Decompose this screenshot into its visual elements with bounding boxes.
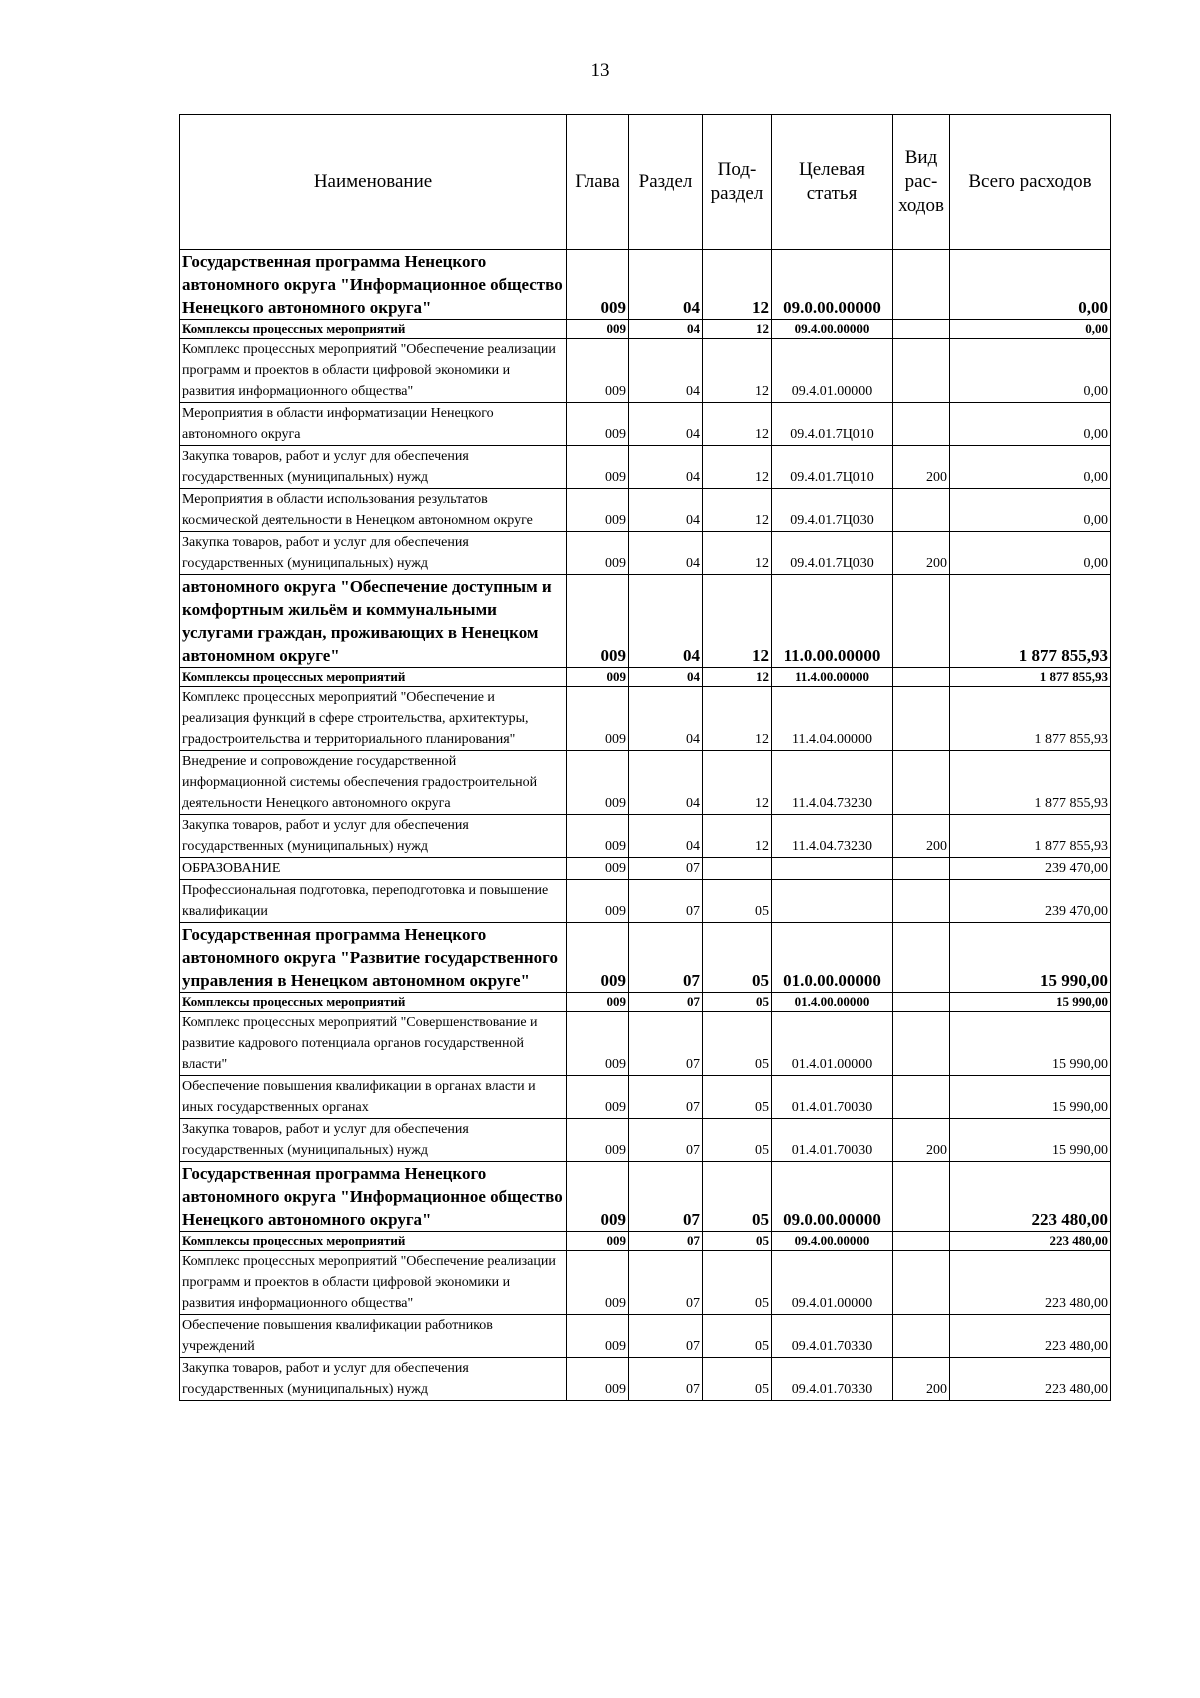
cell-name: Комплексы процессных мероприятий [180,668,567,687]
cell-razdel: 04 [629,446,703,489]
cell-name: Закупка товаров, работ и услуг для обеспечения государственных (муниципальных) нужд [180,532,567,575]
cell-name: Обеспечение повышения квалификации в органах власти и иных государственных органах [180,1076,567,1119]
cell-total: 1 877 855,93 [950,687,1111,751]
cell-razdel: 07 [629,1358,703,1401]
cell-glava: 009 [567,993,629,1012]
cell-name: Комплекс процессных мероприятий "Совершенствование и развитие кадрового потенциала органов государственной власти" [180,1012,567,1076]
cell-name: Комплекс процессных мероприятий "Обеспечение реализации программ и проектов в области цифровой экономики и развития информационного общества" [180,339,567,403]
table-row [180,858,1111,880]
table-row [180,446,1111,489]
cell-glava: 009 [567,1315,629,1358]
cell-vid [893,1076,950,1119]
cell-podrazdel: 12 [703,250,772,320]
cell-glava: 009 [567,575,629,668]
cell-podrazdel: 05 [703,1119,772,1162]
cell-glava: 009 [567,250,629,320]
cell-glava: 009 [567,1232,629,1251]
cell-name: автономного округа "Обеспечение доступным и комфортным жильём и коммунальными услугами граждан, проживающих в Ненецком автономном округе" [180,575,567,668]
cell-razdel: 04 [629,489,703,532]
cell-celevaya: 11.0.00.00000 [772,575,893,668]
cell-total: 15 990,00 [950,1119,1111,1162]
cell-name: Комплексы процессных мероприятий [180,320,567,339]
cell-total: 1 877 855,93 [950,751,1111,815]
cell-podrazdel: 05 [703,880,772,923]
table-row [180,320,1111,339]
cell-name: Комплекс процессных мероприятий "Обеспечение и реализация функций в сфере строительства, архитектуры, градостроительства и территориального планирования" [180,687,567,751]
cell-razdel: 07 [629,880,703,923]
cell-total: 223 480,00 [950,1251,1111,1315]
cell-celevaya: 09.4.01.00000 [772,339,893,403]
cell-glava: 009 [567,687,629,751]
cell-celevaya: 11.4.04.73230 [772,751,893,815]
cell-name: Профессиональная подготовка, переподготовка и повышение квалификации [180,880,567,923]
cell-glava: 009 [567,1012,629,1076]
cell-vid [893,687,950,751]
cell-razdel: 07 [629,1162,703,1232]
cell-celevaya: 09.4.00.00000 [772,320,893,339]
header-name: Наименование [180,115,567,250]
cell-razdel: 07 [629,1076,703,1119]
cell-razdel: 04 [629,339,703,403]
cell-razdel: 07 [629,1119,703,1162]
cell-total: 0,00 [950,339,1111,403]
cell-glava: 009 [567,1119,629,1162]
cell-razdel: 07 [629,858,703,880]
cell-total: 0,00 [950,403,1111,446]
table-body [180,250,1111,1401]
cell-glava: 009 [567,320,629,339]
cell-celevaya: 09.4.01.7Ц010 [772,446,893,489]
cell-total: 15 990,00 [950,923,1111,993]
cell-razdel: 07 [629,1012,703,1076]
cell-vid [893,339,950,403]
cell-name: Внедрение и сопровождение государственной информационной системы обеспечения градостроительной деятельности Ненецкого автономного округа [180,751,567,815]
cell-podrazdel: 12 [703,668,772,687]
cell-glava: 009 [567,489,629,532]
header-podrazdel: Под- раздел [703,115,772,250]
cell-total: 1 877 855,93 [950,815,1111,858]
cell-total: 1 877 855,93 [950,668,1111,687]
cell-podrazdel: 05 [703,1162,772,1232]
cell-glava: 009 [567,446,629,489]
cell-podrazdel: 12 [703,532,772,575]
cell-total: 223 480,00 [950,1358,1111,1401]
cell-total: 15 990,00 [950,1012,1111,1076]
cell-vid [893,575,950,668]
cell-celevaya: 09.4.01.7Ц030 [772,489,893,532]
cell-podrazdel: 12 [703,489,772,532]
cell-vid: 200 [893,1119,950,1162]
table-row [180,687,1111,751]
cell-podrazdel: 12 [703,751,772,815]
cell-glava: 009 [567,1358,629,1401]
cell-vid [893,320,950,339]
cell-vid [893,1315,950,1358]
cell-glava: 009 [567,880,629,923]
cell-vid: 200 [893,1358,950,1401]
cell-glava: 009 [567,858,629,880]
cell-celevaya: 09.4.01.70330 [772,1315,893,1358]
cell-razdel: 04 [629,575,703,668]
table-row [180,575,1111,668]
cell-name: Закупка товаров, работ и услуг для обеспечения государственных (муниципальных) нужд [180,1119,567,1162]
cell-podrazdel: 12 [703,687,772,751]
cell-razdel: 04 [629,815,703,858]
table-row [180,403,1111,446]
cell-vid [893,858,950,880]
cell-total: 15 990,00 [950,993,1111,1012]
cell-vid [893,923,950,993]
cell-podrazdel: 05 [703,923,772,993]
cell-celevaya: 01.0.00.00000 [772,923,893,993]
cell-celevaya: 09.4.01.00000 [772,1251,893,1315]
page-number: 13 [590,60,610,81]
cell-razdel: 04 [629,250,703,320]
cell-podrazdel: 12 [703,320,772,339]
cell-name: Государственная программа Ненецкого автономного округа "Информационное общество Ненецкого автономного округа" [180,250,567,320]
cell-podrazdel: 12 [703,339,772,403]
table-header [180,115,1111,250]
cell-vid: 200 [893,532,950,575]
cell-podrazdel: 05 [703,1358,772,1401]
cell-razdel: 04 [629,751,703,815]
table-row [180,339,1111,403]
table-row [180,668,1111,687]
cell-celevaya: 01.4.00.00000 [772,993,893,1012]
cell-vid [893,1162,950,1232]
table-row [180,751,1111,815]
cell-celevaya: 09.4.01.70330 [772,1358,893,1401]
cell-vid [893,489,950,532]
cell-vid [893,403,950,446]
table-row [180,1162,1111,1232]
cell-name: Закупка товаров, работ и услуг для обеспечения государственных (муниципальных) нужд [180,1358,567,1401]
cell-glava: 009 [567,532,629,575]
cell-podrazdel: 05 [703,1076,772,1119]
cell-podrazdel: 12 [703,446,772,489]
cell-vid [893,1232,950,1251]
cell-vid [893,1251,950,1315]
cell-glava: 009 [567,339,629,403]
cell-total: 0,00 [950,250,1111,320]
cell-name: Государственная программа Ненецкого автономного округа "Развитие государственного управления в Ненецком автономном округе" [180,923,567,993]
cell-name: Комплекс процессных мероприятий "Обеспечение реализации программ и проектов в области цифровой экономики и развития информационного общества" [180,1251,567,1315]
cell-total: 223 480,00 [950,1232,1111,1251]
cell-vid [893,1012,950,1076]
table-row [180,250,1111,320]
cell-vid: 200 [893,815,950,858]
cell-razdel: 07 [629,1315,703,1358]
cell-total: 223 480,00 [950,1315,1111,1358]
header-total: Всего расходов [950,115,1111,250]
table-row [180,532,1111,575]
cell-podrazdel: 05 [703,1232,772,1251]
cell-glava: 009 [567,751,629,815]
table-row [180,993,1111,1012]
cell-name: Закупка товаров, работ и услуг для обеспечения государственных (муниципальных) нужд [180,815,567,858]
cell-celevaya: 09.0.00.00000 [772,250,893,320]
cell-razdel: 04 [629,532,703,575]
cell-total: 223 480,00 [950,1162,1111,1232]
cell-razdel: 04 [629,320,703,339]
table-row [180,1232,1111,1251]
cell-celevaya: 09.4.01.7Ц030 [772,532,893,575]
cell-name: Комплексы процессных мероприятий [180,993,567,1012]
header-celevaya: Целевая статья [772,115,893,250]
cell-vid: 200 [893,446,950,489]
table-row [180,1251,1111,1315]
table-row [180,815,1111,858]
cell-glava: 009 [567,1251,629,1315]
cell-vid [893,993,950,1012]
cell-vid [893,751,950,815]
header-vid: Вид рас- ходов [893,115,950,250]
cell-podrazdel: 05 [703,1251,772,1315]
cell-glava: 009 [567,815,629,858]
cell-podrazdel [703,858,772,880]
cell-total: 239 470,00 [950,858,1111,880]
cell-celevaya [772,880,893,923]
cell-total: 0,00 [950,446,1111,489]
cell-glava: 009 [567,668,629,687]
cell-glava: 009 [567,1162,629,1232]
cell-name: Обеспечение повышения квалификации работников учреждений [180,1315,567,1358]
cell-vid [893,880,950,923]
table-row [180,923,1111,993]
cell-podrazdel: 05 [703,1315,772,1358]
cell-total: 1 877 855,93 [950,575,1111,668]
cell-podrazdel: 12 [703,815,772,858]
cell-podrazdel: 12 [703,575,772,668]
table-row [180,489,1111,532]
cell-total: 15 990,00 [950,1076,1111,1119]
cell-total: 239 470,00 [950,880,1111,923]
cell-celevaya: 09.4.00.00000 [772,1232,893,1251]
header-glava: Глава [567,115,629,250]
cell-razdel: 07 [629,923,703,993]
table-row [180,1076,1111,1119]
budget-table [179,114,1111,1401]
cell-name: Мероприятия в области информатизации Ненецкого автономного округа [180,403,567,446]
cell-celevaya [772,858,893,880]
cell-podrazdel: 12 [703,403,772,446]
cell-celevaya: 11.4.04.73230 [772,815,893,858]
cell-vid [893,668,950,687]
cell-celevaya: 01.4.01.70030 [772,1076,893,1119]
cell-razdel: 04 [629,668,703,687]
cell-name: ОБРАЗОВАНИЕ [180,858,567,880]
cell-razdel: 07 [629,1251,703,1315]
cell-razdel: 04 [629,687,703,751]
cell-name: Мероприятия в области использования результатов космической деятельности в Ненецком автономном округе [180,489,567,532]
cell-name: Государственная программа Ненецкого автономного округа "Информационное общество Ненецкого автономного округа" [180,1162,567,1232]
cell-celevaya: 01.4.01.00000 [772,1012,893,1076]
cell-name: Закупка товаров, работ и услуг для обеспечения государственных (муниципальных) нужд [180,446,567,489]
cell-celevaya: 09.4.01.7Ц010 [772,403,893,446]
cell-podrazdel: 05 [703,993,772,1012]
cell-razdel: 07 [629,993,703,1012]
cell-total: 0,00 [950,489,1111,532]
table-row [180,1315,1111,1358]
cell-celevaya: 01.4.01.70030 [772,1119,893,1162]
cell-celevaya: 09.0.00.00000 [772,1162,893,1232]
table-row [180,1358,1111,1401]
cell-podrazdel: 05 [703,1012,772,1076]
cell-total: 0,00 [950,532,1111,575]
cell-celevaya: 11.4.00.00000 [772,668,893,687]
cell-glava: 009 [567,403,629,446]
cell-glava: 009 [567,1076,629,1119]
cell-glava: 009 [567,923,629,993]
table-row [180,1012,1111,1076]
table-row [180,1119,1111,1162]
table-row [180,880,1111,923]
cell-name: Комплексы процессных мероприятий [180,1232,567,1251]
cell-celevaya: 11.4.04.00000 [772,687,893,751]
cell-razdel: 07 [629,1232,703,1251]
cell-vid [893,250,950,320]
cell-razdel: 04 [629,403,703,446]
header-razdel: Раздел [629,115,703,250]
cell-total: 0,00 [950,320,1111,339]
